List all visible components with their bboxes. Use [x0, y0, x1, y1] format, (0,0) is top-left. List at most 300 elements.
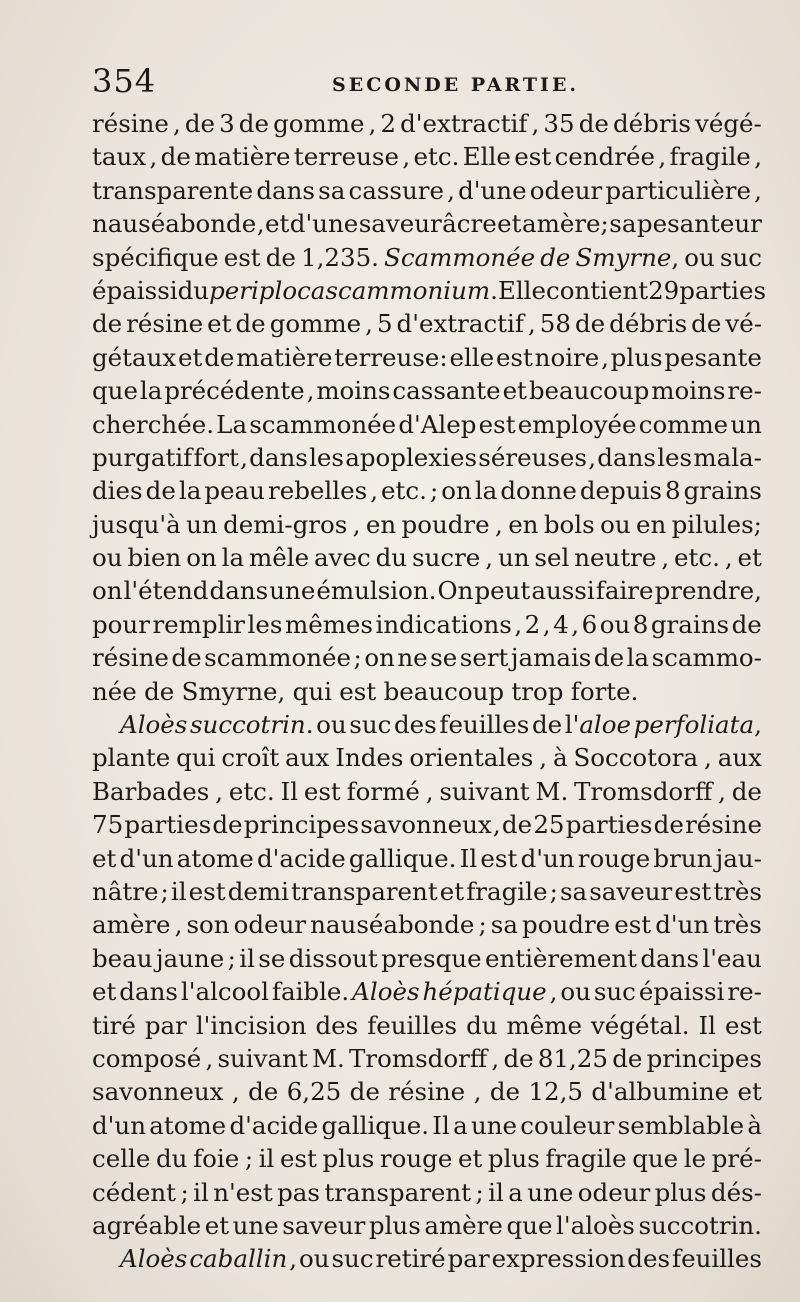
word: succotrin.	[638, 1210, 762, 1240]
word: âcre	[442, 209, 497, 239]
word-group	[651, 608, 729, 641]
word-group	[397, 641, 427, 674]
word-group	[312, 1042, 345, 1075]
word-group	[376, 1242, 446, 1275]
text-line	[92, 1142, 762, 1175]
word-group	[92, 574, 123, 607]
word: ou	[560, 977, 591, 1007]
word-group	[543, 107, 574, 140]
word-group	[193, 441, 238, 474]
word-group	[217, 1042, 307, 1075]
word-group	[171, 875, 187, 908]
word: orientales	[409, 743, 534, 773]
word: ,	[172, 109, 181, 138]
word-group	[239, 107, 269, 140]
word: et	[92, 977, 117, 1007]
word-group	[156, 942, 224, 975]
word: de	[248, 1077, 279, 1107]
word: de	[731, 609, 762, 639]
word: retiré	[375, 1244, 446, 1274]
word: d'Alep	[398, 409, 477, 439]
word-group	[543, 608, 551, 641]
word: l'eau	[702, 943, 762, 973]
text-line	[92, 274, 767, 307]
word-group	[266, 241, 296, 274]
italic-word: succotrin	[189, 710, 306, 740]
word-group	[186, 541, 217, 574]
word-group	[249, 408, 396, 441]
word: de	[265, 242, 296, 272]
word: elle	[449, 342, 495, 372]
word-group	[345, 441, 477, 474]
word-group	[438, 574, 474, 607]
word: fragile	[466, 876, 548, 906]
word-group	[92, 1109, 146, 1142]
word-group	[282, 1209, 365, 1242]
word: donne	[500, 476, 577, 506]
word-group	[500, 474, 577, 507]
word-group	[179, 474, 201, 507]
word-group	[394, 708, 437, 741]
word: ,	[539, 743, 548, 773]
word-group	[591, 1075, 729, 1108]
page-header	[92, 62, 760, 106]
word: dans	[209, 576, 269, 606]
word: atome	[176, 843, 254, 873]
word: cassure	[348, 175, 444, 205]
word: ,	[370, 476, 378, 506]
word: expression	[491, 1244, 626, 1274]
word-group	[506, 1209, 552, 1242]
word-group	[613, 107, 691, 140]
word: etc.	[228, 776, 275, 806]
word: gomme	[273, 109, 365, 138]
word: qui	[292, 676, 332, 706]
word: des	[315, 1010, 359, 1040]
word: et	[457, 1144, 483, 1174]
word-group	[92, 808, 123, 841]
word-group	[193, 1176, 209, 1209]
word: odeur	[577, 1177, 651, 1207]
word-group	[503, 1042, 533, 1075]
word-group	[321, 1109, 429, 1142]
italic-word: Scammonée	[384, 242, 536, 272]
word: presque	[381, 943, 482, 973]
word: amère;	[521, 209, 609, 239]
word-group	[161, 140, 191, 173]
word: un	[497, 543, 530, 573]
word-group	[466, 875, 547, 908]
word: prendre,	[654, 576, 762, 606]
word-group	[402, 508, 490, 541]
word: ,	[205, 1043, 214, 1073]
word: d'une	[458, 175, 527, 205]
word: dans	[119, 977, 178, 1007]
word: a	[508, 1177, 523, 1207]
word-group	[245, 1142, 253, 1175]
word-group	[229, 1109, 318, 1142]
word-group	[228, 942, 236, 975]
word-group	[189, 875, 226, 908]
word: 25	[533, 810, 565, 840]
word-group	[189, 1242, 287, 1275]
word-group	[248, 608, 283, 641]
word: feuilles	[672, 1244, 762, 1274]
italic-word: perfoliata	[633, 710, 755, 740]
word: contient	[546, 275, 649, 305]
text-line	[92, 408, 762, 441]
word-group	[152, 608, 245, 641]
text-line	[92, 975, 762, 1008]
word-group	[196, 1009, 307, 1042]
word-group	[727, 975, 762, 1008]
word-group	[478, 441, 587, 474]
word: de	[144, 676, 175, 706]
word: est	[303, 776, 341, 806]
word-group	[149, 1109, 226, 1142]
word-group	[725, 1009, 762, 1042]
word: l'aloès	[556, 1210, 635, 1240]
word-group	[92, 1009, 136, 1042]
word: ,	[240, 442, 248, 472]
word-group	[392, 374, 500, 407]
word-group	[479, 408, 516, 441]
word: et	[92, 843, 117, 873]
word-group	[294, 140, 399, 173]
word: de	[92, 309, 123, 339]
word: peut	[474, 576, 531, 606]
word: formé	[346, 776, 420, 806]
word-group	[270, 307, 361, 340]
word-group	[350, 1075, 380, 1108]
word: ou	[684, 242, 715, 272]
word-group	[634, 708, 762, 741]
page-number: 354	[92, 62, 157, 100]
word-group	[511, 675, 563, 708]
word: moins	[316, 376, 391, 406]
word-group	[612, 1042, 642, 1075]
word-group	[92, 608, 150, 641]
word-group	[365, 307, 373, 340]
italic-word: Aloès	[120, 710, 188, 740]
italic-word: Aloès	[352, 977, 420, 1007]
word: 4	[553, 609, 569, 639]
word: Tromsdorff	[574, 776, 713, 806]
word-group	[92, 1042, 201, 1075]
word-group	[495, 508, 503, 541]
word: ou	[92, 543, 123, 573]
word-group	[409, 741, 533, 774]
word-group	[322, 1142, 374, 1175]
word-group	[181, 975, 269, 1008]
word-group	[127, 541, 181, 574]
word: de	[171, 643, 202, 673]
word: on	[92, 576, 123, 606]
word-group	[579, 107, 609, 140]
word-group	[161, 875, 169, 908]
word-group	[92, 875, 158, 908]
word-group	[618, 1109, 744, 1142]
word-group	[460, 641, 509, 674]
word-group	[638, 1209, 762, 1242]
word: ne	[397, 643, 428, 673]
word: de	[145, 476, 176, 506]
word-group	[571, 675, 639, 708]
word: croît	[221, 743, 280, 773]
word: on	[364, 643, 395, 673]
word: ,	[661, 543, 670, 573]
word-group	[530, 174, 602, 207]
word-group	[550, 875, 558, 908]
word-group	[474, 574, 530, 607]
word: scammonée	[204, 643, 352, 673]
word: fragile	[545, 1144, 627, 1174]
word-group	[528, 1075, 583, 1108]
word: suc	[331, 1244, 374, 1274]
word-group	[397, 307, 524, 340]
word: d'acide	[229, 1110, 319, 1140]
word: à	[552, 743, 568, 773]
word: en	[365, 509, 397, 539]
word-group	[277, 1176, 320, 1209]
word-group	[234, 908, 306, 941]
word: est	[188, 876, 226, 906]
word-group	[545, 1142, 626, 1175]
word: débris	[612, 109, 691, 138]
word: saveur	[589, 876, 673, 906]
word-group	[164, 374, 304, 407]
word-group	[478, 908, 486, 941]
word-group	[414, 140, 460, 173]
word-group	[556, 1209, 635, 1242]
italic-word: scammonium	[325, 275, 491, 305]
word-group	[637, 207, 762, 240]
word: est	[614, 910, 652, 940]
word-group	[576, 241, 680, 274]
word-group	[285, 741, 329, 774]
word-group	[550, 975, 558, 1008]
word-group	[658, 140, 666, 173]
text-line	[92, 775, 762, 808]
word: saveur	[282, 1210, 366, 1240]
word: noire	[534, 342, 600, 372]
word: jamais	[510, 643, 592, 673]
word-group	[594, 975, 636, 1008]
word: ;	[429, 476, 439, 506]
word-group	[412, 541, 480, 574]
word-group	[525, 608, 541, 641]
word-group	[720, 241, 762, 274]
word: d'un	[119, 843, 174, 873]
word: parties	[565, 810, 653, 840]
text-line	[92, 307, 762, 340]
word-group	[124, 574, 209, 607]
word-group	[430, 641, 457, 674]
word-group	[711, 1176, 762, 1209]
word: demi	[227, 876, 289, 906]
word: de	[612, 1043, 643, 1073]
italic-word: aloe	[579, 710, 632, 740]
word-group	[639, 975, 725, 1008]
word: que	[632, 1144, 679, 1174]
word: purgatif	[92, 442, 193, 472]
word: etc.	[381, 476, 427, 506]
word-group	[528, 307, 536, 340]
word-group	[529, 374, 650, 407]
word-group	[475, 1176, 483, 1209]
word: pesante	[664, 342, 762, 372]
word: Elle	[462, 142, 511, 172]
word: et	[439, 876, 465, 906]
word-group	[186, 508, 218, 541]
word-group	[588, 441, 596, 474]
word: ;	[549, 876, 558, 906]
word: de	[238, 109, 269, 138]
word: savonneux	[92, 1077, 224, 1107]
word-group	[240, 441, 248, 474]
word: et	[207, 309, 232, 339]
word-group	[380, 107, 396, 140]
word-group	[540, 307, 571, 340]
word: etc.	[413, 142, 460, 172]
word: la	[139, 376, 163, 406]
word-group	[716, 842, 762, 875]
word-group	[655, 908, 709, 941]
word-group	[204, 474, 265, 507]
word-group	[453, 1109, 468, 1142]
word: par	[144, 1010, 187, 1040]
word: ,	[492, 810, 501, 840]
word-group	[369, 1209, 421, 1242]
word: celle	[92, 1144, 151, 1174]
word: ;	[478, 910, 487, 940]
word: ,	[601, 342, 609, 372]
word-group	[92, 374, 138, 407]
word: 29	[648, 275, 680, 305]
word: ,	[368, 109, 377, 138]
word: mêle	[249, 543, 310, 573]
word: gallique.	[321, 1110, 430, 1140]
word: composé	[92, 1043, 202, 1073]
word: il	[170, 876, 187, 906]
word: mêmes	[284, 609, 374, 639]
word: un	[186, 509, 218, 539]
word-group	[92, 1176, 176, 1209]
word-group	[553, 741, 568, 774]
word: ,	[704, 743, 712, 773]
word: poudre	[401, 509, 490, 539]
word-group	[627, 1242, 670, 1275]
word: de	[349, 1077, 380, 1107]
word-group	[574, 775, 712, 808]
word: dans	[597, 442, 656, 472]
word-group	[316, 374, 390, 407]
word-group	[307, 374, 315, 407]
word-group	[754, 140, 762, 173]
word: d'un	[655, 910, 710, 940]
word-group	[180, 1176, 188, 1209]
word-group	[575, 307, 605, 340]
word: d'albumine	[591, 1077, 730, 1107]
word-group	[381, 942, 481, 975]
word: matière	[236, 342, 333, 372]
word-group	[725, 541, 733, 574]
word: du	[177, 275, 210, 305]
word: agréable	[92, 1210, 202, 1240]
word: 81,25	[537, 1043, 608, 1073]
word: particulière	[605, 175, 751, 205]
word-group	[492, 1242, 626, 1275]
word-group	[653, 842, 712, 875]
word-group	[376, 541, 407, 574]
word-group	[458, 1142, 482, 1175]
word-group	[578, 1176, 650, 1209]
word: odeur	[233, 910, 307, 940]
word-group	[219, 107, 235, 140]
word-group	[377, 307, 393, 340]
word-group	[156, 1142, 187, 1175]
word: il	[258, 1144, 275, 1174]
word-group	[92, 1142, 150, 1175]
word-group	[589, 875, 672, 908]
word: est	[339, 676, 377, 706]
word-group	[522, 207, 609, 240]
word: ,	[485, 543, 494, 573]
word-group	[205, 1042, 213, 1075]
word-group	[439, 708, 529, 741]
word-group	[316, 574, 436, 607]
word: ,	[447, 175, 455, 205]
word: amère	[424, 1210, 503, 1240]
word: ,	[495, 509, 503, 539]
word-group	[92, 174, 253, 207]
word-group	[582, 608, 598, 641]
word-group	[349, 842, 457, 875]
word: née	[92, 676, 137, 706]
word: etc.	[674, 543, 720, 573]
word: matière	[194, 142, 291, 172]
word: se	[430, 643, 458, 673]
word-group	[233, 1209, 279, 1242]
text-line	[92, 842, 762, 875]
word-group	[447, 174, 455, 207]
word: plus	[654, 1177, 707, 1207]
word-group	[353, 508, 361, 541]
word-group	[518, 408, 637, 441]
word-group	[222, 541, 244, 574]
word-group	[424, 1209, 503, 1242]
word-group	[448, 1242, 490, 1275]
text-line	[92, 1009, 762, 1042]
word-group	[560, 975, 591, 1008]
word: rebelles	[268, 476, 368, 506]
word: résine	[92, 643, 169, 673]
word: ,	[571, 609, 580, 639]
word: de	[160, 142, 191, 172]
word: nâtre	[92, 876, 159, 906]
word-group	[182, 675, 286, 708]
word-group	[331, 1242, 373, 1275]
word-group	[657, 441, 692, 474]
word-group	[491, 1042, 499, 1075]
word: végé-	[695, 109, 762, 138]
word-group	[727, 374, 762, 407]
word: apoplexies	[345, 442, 478, 472]
word: très	[713, 876, 762, 906]
word-group	[236, 341, 332, 374]
word-group	[596, 574, 654, 607]
word: Elle	[497, 275, 547, 305]
